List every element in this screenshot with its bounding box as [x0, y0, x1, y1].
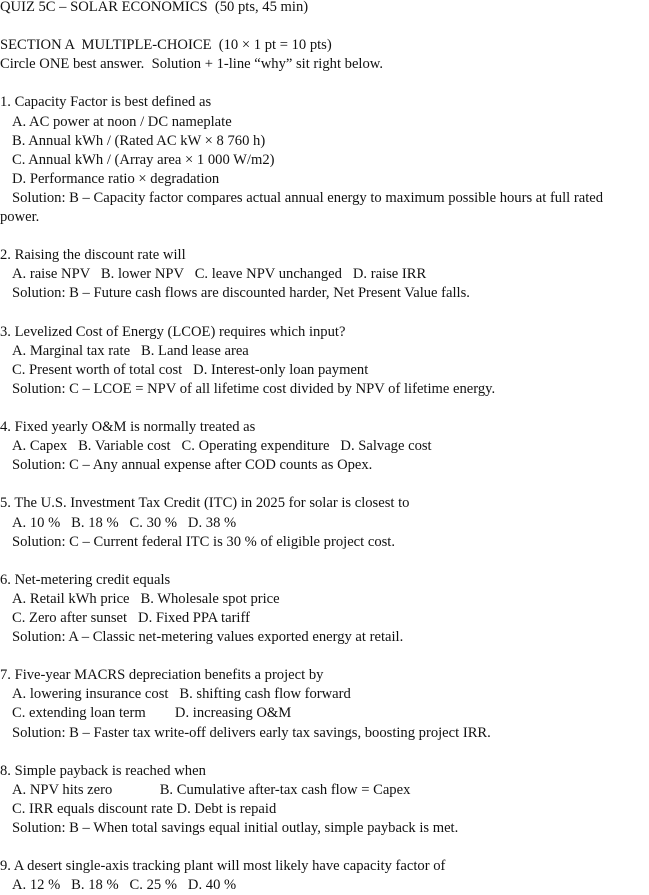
- solution-text: Solution: B – When total savings equal initial outlay, simple payback is met.: [12, 820, 459, 837]
- answer-options-row[interactable]: A. Marginal tax rate B. Land lease area: [12, 342, 249, 359]
- question-stem: 2. Raising the discount rate will: [0, 247, 186, 264]
- solution-text: Solution: A – Classic net-metering values exported energy at retail.: [12, 629, 404, 646]
- solution-text: Solution: C – Any annual expense after COD counts as Opex.: [12, 457, 373, 474]
- question-6: [0, 571, 649, 647]
- answer-option[interactable]: C. Annual kWh / (Array area × 1 000 W/m2): [12, 151, 275, 168]
- answer-options-row[interactable]: C. Zero after sunset D. Fixed PPA tariff: [12, 610, 250, 626]
- answer-options-row[interactable]: C. Present worth of total cost D. Interest-only loan payment: [12, 361, 369, 378]
- solution-text: Solution: B – Capacity factor compares actual annual energy to maximum possible hours at full rated: [12, 189, 604, 206]
- answer-option[interactable]: D. Performance ratio × degradation: [12, 170, 220, 187]
- spacer: [0, 304, 649, 323]
- question-stem: 4. Fixed yearly O&M is normally treated as: [0, 419, 256, 436]
- answer-options-row[interactable]: A. Capex B. Variable cost C. Operating expenditure D. Salvage cost: [12, 438, 432, 455]
- solution-text: Solution: B – Faster tax write-off delivers early tax savings, boosting project IRR.: [12, 724, 491, 741]
- spacer: [0, 227, 649, 246]
- question-stem: 1. Capacity Factor is best defined as: [0, 94, 212, 111]
- answer-options-row[interactable]: A. Retail kWh price B. Wholesale spot price: [12, 590, 280, 607]
- question-stem: 6. Net-metering credit equals: [0, 571, 171, 588]
- spacer: [0, 399, 649, 418]
- question-7: [0, 666, 649, 742]
- solution-text: Solution: C – LCOE = NPV of all lifetime cost divided by NPV of lifetime energy.: [12, 380, 496, 397]
- question-stem: 9. A desert single-axis tracking plant will most likely have capacity factor of: [0, 858, 446, 875]
- answer-options-row[interactable]: A. raise NPV B. lower NPV C. leave NPV unchanged D. raise IRR: [12, 266, 427, 283]
- answer-option[interactable]: A. AC power at noon / DC nameplate: [12, 113, 232, 130]
- spacer: [0, 647, 649, 666]
- spacer: [0, 743, 649, 762]
- quiz-title: QUIZ 5C – SOLAR ECONOMICS (50 pts, 45 min): [0, 0, 309, 15]
- question-3: [0, 323, 649, 399]
- question-stem: 7. Five-year MACRS depreciation benefits a project by: [0, 667, 324, 684]
- question-5: [0, 494, 649, 551]
- question-stem: 8. Simple payback is reached when: [0, 762, 206, 779]
- solution-text-continued: power.: [0, 209, 40, 226]
- answer-options-row[interactable]: A. NPV hits zero B. Cumulative after-tax cash flow = Capex: [12, 781, 411, 798]
- spacer: [0, 552, 649, 571]
- question-2: [0, 246, 649, 303]
- spacer: [0, 17, 649, 36]
- section-heading: SECTION A MULTIPLE-CHOICE (10 × 1 pt = 10 pts): [0, 37, 332, 54]
- question-9: [0, 857, 649, 895]
- spacer: [0, 74, 649, 93]
- answer-options-row[interactable]: A. 12 % B. 18 % C. 25 % D. 40 %: [12, 877, 237, 894]
- solution-text: Solution: C – Current federal ITC is 30 % of eligible project cost.: [12, 533, 396, 550]
- question-8: [0, 762, 649, 838]
- answer-option[interactable]: B. Annual kWh / (Rated AC kW × 8 760 h): [12, 132, 266, 149]
- question-1: [0, 93, 649, 227]
- solution-text: Solution: B – Future cash flows are discounted harder, Net Present Value falls.: [12, 285, 470, 302]
- spacer: [0, 838, 649, 857]
- answer-options-row[interactable]: C. IRR equals discount rate D. Debt is repaid: [12, 800, 277, 817]
- spacer: [0, 475, 649, 494]
- answer-options-row[interactable]: A. lowering insurance cost B. shifting cash flow forward: [12, 686, 351, 703]
- answer-options-row[interactable]: C. extending loan term D. increasing O&M: [12, 705, 292, 722]
- question-4: [0, 418, 649, 475]
- question-stem: 3. Levelized Cost of Energy (LCOE) requires which input?: [0, 323, 346, 340]
- answer-options-row[interactable]: A. 10 % B. 18 % C. 30 % D. 38 %: [12, 514, 237, 531]
- instructions: Circle ONE best answer. Solution + 1-line “why” sit right below.: [0, 56, 384, 73]
- question-stem: 5. The U.S. Investment Tax Credit (ITC) in 2025 for solar is closest to: [0, 495, 410, 512]
